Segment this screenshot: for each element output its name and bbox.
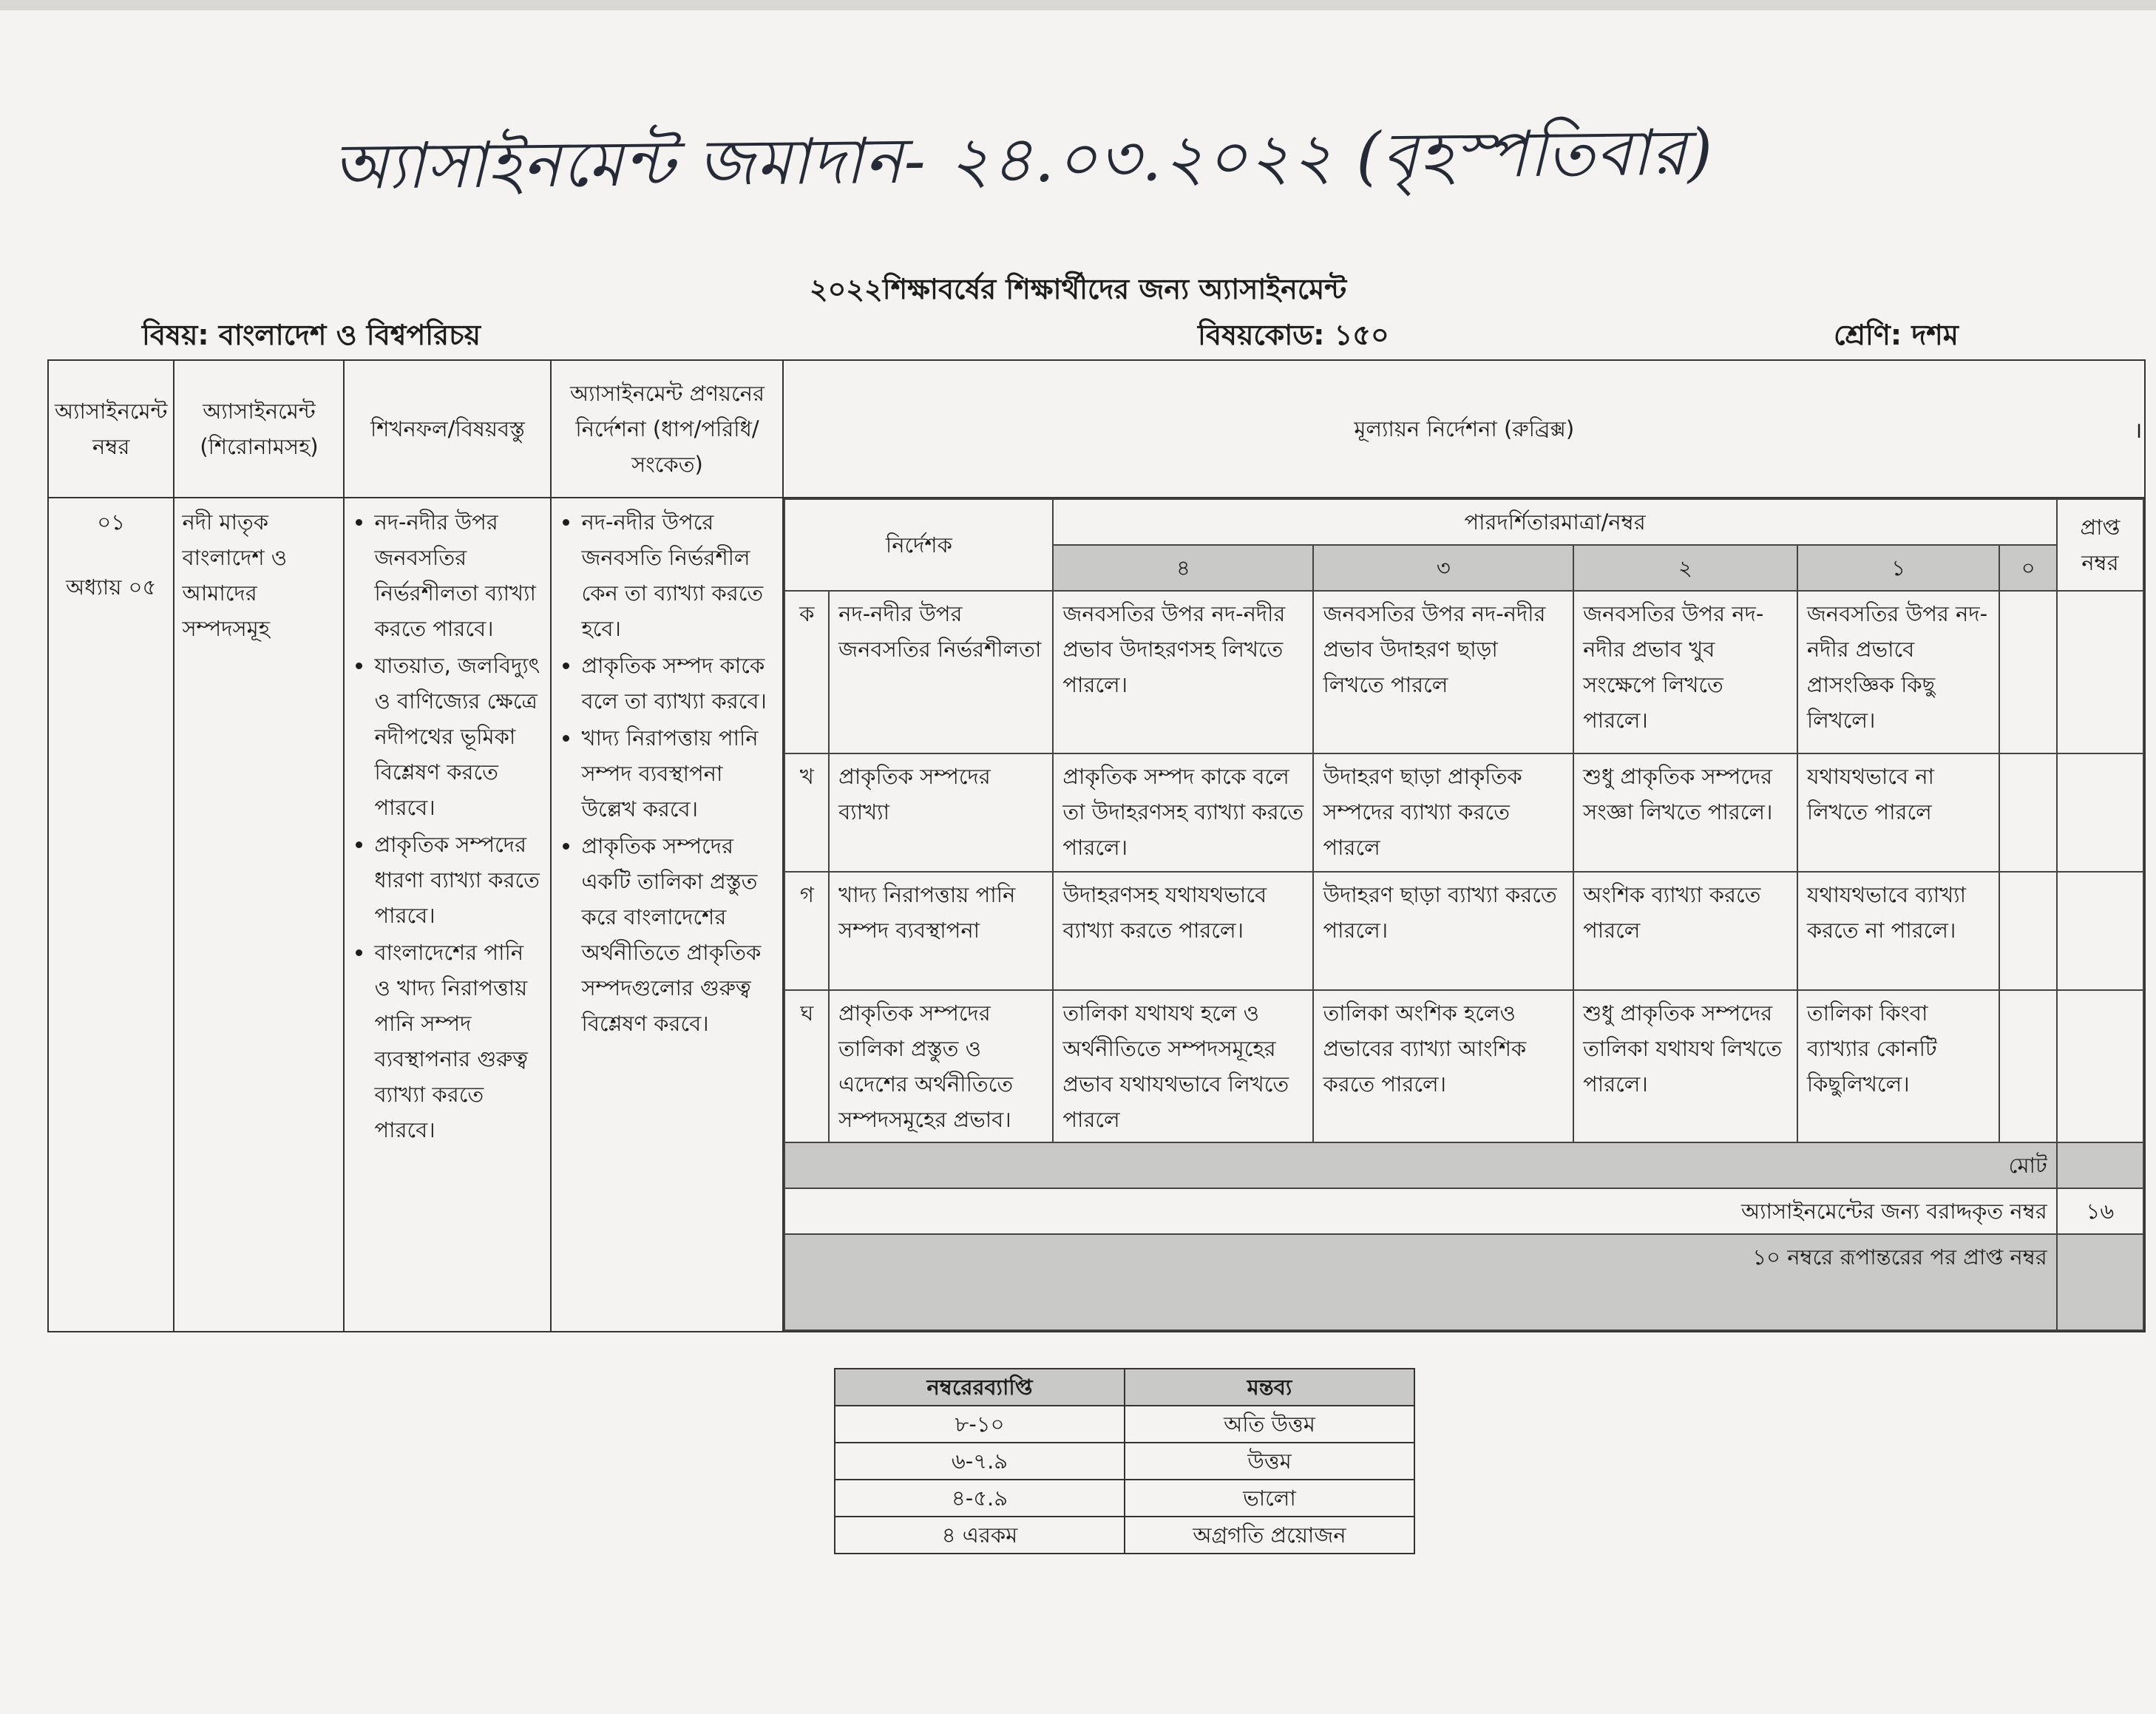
grade-range-header: নম্বরেরব্যাপ্তি — [835, 1369, 1125, 1406]
rubric-obtained — [2057, 872, 2143, 990]
instruction-item: • প্রাকৃতিক সম্পদের একটি তালিকা প্রস্তুত করে বাংলাদেশের অর্থনীতিতে প্রাকৃতিক সম্পদগুলোর গুরুত্ব বিশ্লেষণ করবে। — [581, 828, 775, 1041]
level-3-header: ৩ — [1313, 545, 1573, 591]
header-assignment-no: অ্যাসাইনমেন্ট নম্বর — [48, 360, 174, 498]
rubric-level-4: উদাহরণসহ যথাযথভাবে ব্যাখ্যা করতে পারলে। — [1053, 872, 1313, 990]
edge-mark: । — [2134, 418, 2143, 444]
grade-table-header — [835, 1369, 1414, 1406]
rubric-level-3: তালিকা অংশিক হলেও প্রভাবের ব্যাখ্যা আংশিক করতে পারলে। — [1313, 990, 1573, 1142]
rubric-obtained — [2057, 753, 2143, 872]
rubric-level-1: যথাযথভাবে ব্যাখ্যা করতে না পারলে। — [1797, 872, 2000, 990]
grade-row — [835, 1480, 1414, 1517]
grade-row — [835, 1443, 1414, 1480]
learning-outcome-item: • যাতয়াত, জলবিদ্যুৎ ও বাণিজ্যের ক্ষেত্রে নদীপথের ভূমিকা বিশ্লেষণ করতে পারবে। — [374, 648, 543, 825]
document-title: ২০২২শিক্ষাবর্ষের শিক্ষার্থীদের জন্য অ্যাসাইনমেন্ট — [809, 273, 1347, 305]
grade-range: ৪ এরকম — [835, 1517, 1125, 1554]
rubric-total-value — [2057, 1142, 2143, 1188]
header-assignment-title: অ্যাসাইনমেন্ট (শিরোনামসহ) — [174, 360, 344, 498]
rubric-row — [784, 591, 2143, 753]
rubric-total-row — [784, 1142, 2143, 1188]
rubric-level-2: শুধু প্রাকৃতিক সম্পদের সংজ্ঞা লিখতে পারলে। — [1573, 753, 1797, 872]
grade-comment-header: মন্তব্য — [1125, 1369, 1414, 1406]
rubric-table — [784, 498, 2144, 1331]
scan-top-edge — [0, 0, 2156, 10]
rubric-level-3: উদাহরণ ছাড়া প্রাকৃতিক সম্পদের ব্যাখ্যা করতে পারলে — [1313, 753, 1573, 872]
rubric-row — [784, 872, 2143, 990]
rubric-level-0 — [1999, 872, 2056, 990]
rubric-total-label: মোট — [784, 1142, 2056, 1188]
class-label: শ্রেণি: দশম — [1834, 319, 1959, 351]
rubric-level-2: শুধু প্রাকৃতিক সম্পদের তালিকা যথাযথ লিখতে পারলে। — [1573, 990, 1797, 1142]
instruction-item: • খাদ্য নিরাপত্তায় পানি সম্পদ ব্যবস্থাপনা উল্লেখ করবে। — [581, 720, 775, 827]
rubric-row-letter: খ — [784, 753, 829, 872]
rubric-obtained-header: প্রাপ্ত নম্বর — [2057, 499, 2143, 591]
rubric-row-letter: ঘ — [784, 990, 829, 1142]
grade-range-table — [834, 1368, 1415, 1554]
instruction-item: • নদ-নদীর উপরে জনবসতি নির্ভরশীল কেন তা ব্যাখ্যা করতে হবে। — [581, 504, 775, 646]
chapter-label: অধ্যায় ০৫ — [66, 575, 157, 600]
rubric-row-letter: ক — [784, 591, 829, 753]
grade-range: ৪-৫.৯ — [835, 1480, 1125, 1517]
subject-code-label: বিষয়কোড: ১৫০ — [1198, 319, 1389, 351]
rubric-obtained — [2057, 990, 2143, 1142]
grade-comment: উত্তম — [1125, 1443, 1414, 1480]
rubric-level-0 — [1999, 753, 2056, 872]
learning-outcomes-list — [352, 504, 543, 1148]
assignment-row — [48, 498, 2145, 1332]
grade-comment: ভালো — [1125, 1480, 1414, 1517]
assignment-table-header — [48, 360, 2145, 498]
level-1-header: ১ — [1797, 545, 2000, 591]
rubric-level-3: জনবসতির উপর নদ-নদীর প্রভাব উদাহরণ ছাড়া লিখতে পারলে — [1313, 591, 1573, 753]
learning-outcomes-cell — [344, 498, 551, 1332]
rubric-criterion: প্রাকৃতিক সম্পদের ব্যাখ্যা — [829, 753, 1053, 872]
rubric-header-row — [784, 499, 2143, 545]
allocated-marks-value: ১৬ — [2057, 1188, 2143, 1234]
rubric-level-4: তালিকা যথাযথ হলে ও অর্থনীতিতে সম্পদসমূহের প্রভাব যথাযথভাবে লিখতে পারলে — [1053, 990, 1313, 1142]
header-rubric: মূল্যায়ন নির্দেশনা (রুব্রিক্স) — [783, 360, 2145, 498]
rubric-level-1: জনবসতির উপর নদ-নদীর প্রভাবে প্রাসংজ্ঞিক কিছু লিখলে। — [1797, 591, 2000, 753]
rubric-level-2: জনবসতির উপর নদ-নদীর প্রভাব খুব সংক্ষেপে লিখতে পারলে। — [1573, 591, 1797, 753]
instructions-cell — [551, 498, 783, 1332]
rubric-level-0 — [1999, 591, 2056, 753]
assignment-number: ০১ — [97, 509, 126, 535]
header-learning-outcome: শিখনফল/বিষয়বস্তু — [344, 360, 551, 498]
assignment-table — [47, 359, 2146, 1332]
rubric-level-0 — [1999, 990, 2056, 1142]
rubric-obtained — [2057, 591, 2143, 753]
grade-range: ৮-১০ — [835, 1406, 1125, 1443]
learning-outcome-item: • বাংলাদেশের পানি ও খাদ্য নিরাপত্তায় পানি সম্পদ ব্যবস্থাপনার গুরুত্ব ব্যাখ্যা করতে পারবে। — [374, 935, 543, 1148]
grade-row — [835, 1406, 1414, 1443]
rubric-row — [784, 990, 2143, 1142]
grade-row — [835, 1517, 1414, 1554]
rubric-indicator-header: নির্দেশক — [784, 499, 1053, 591]
instructions-list — [559, 504, 775, 1041]
level-0-header: ০ — [1999, 545, 2056, 591]
rubric-level-3: উদাহরণ ছাড়া ব্যাখ্যা করতে পারলে। — [1313, 872, 1573, 990]
rubric-level-1: তালিকা কিংবা ব্যাখ্যার কোনটি কিছুলিখলে। — [1797, 990, 2000, 1142]
rubric-level-2: অংশিক ব্যাখ্যা করতে পারলে — [1573, 872, 1797, 990]
learning-outcome-item: • নদ-নদীর উপর জনবসতির নির্ভরশীলতা ব্যাখ্যা করতে পারবে। — [374, 504, 543, 646]
learning-outcome-item: • প্রাকৃতিক সম্পদের ধারণা ব্যাখ্যা করতে পারবে। — [374, 827, 543, 933]
rubric-level-1: যথাযথভাবে না লিখতে পারলে — [1797, 753, 2000, 872]
handwritten-submission-note: অ্যাসাইনমেন্ট জমাদান- ২৪.০৩.২০২২ (বৃহস্পতিবার) — [332, 115, 1715, 204]
converted-marks-label: ১০ নম্বরে রূপান্তরের পর প্রাপ্ত নম্বর — [784, 1234, 2056, 1330]
header-instructions: অ্যাসাইনমেন্ট প্রণয়নের নির্দেশনা (ধাপ/পরিধি/সংকেত) — [551, 360, 783, 498]
subject-label: বিষয়: বাংলাদেশ ও বিশ্বপরিচয় — [142, 319, 481, 351]
rubric-row — [784, 753, 2143, 872]
rubric-criterion: প্রাকৃতিক সম্পদের তালিকা প্রস্তুত ও এদেশের অর্থনীতিতে সম্পদসমূহের প্রভাব। — [829, 990, 1053, 1142]
rubric-allocated-row — [784, 1188, 2143, 1234]
grade-comment: অতি উত্তম — [1125, 1406, 1414, 1443]
grade-comment: অগ্রগতি প্রয়োজন — [1125, 1517, 1414, 1554]
level-2-header: ২ — [1573, 545, 1797, 591]
level-4-header: ৪ — [1053, 545, 1313, 591]
rubric-proficiency-header: পারদর্শিতারমাত্রা/নম্বর — [1053, 499, 2056, 545]
rubric-cell — [783, 498, 2145, 1332]
rubric-level-4: প্রাকৃতিক সম্পদ কাকে বলে তা উদাহরণসহ ব্যাখ্যা করতে পারলে। — [1053, 753, 1313, 872]
grade-range: ৬-৭.৯ — [835, 1443, 1125, 1480]
rubric-converted-row — [784, 1234, 2143, 1330]
rubric-criterion: খাদ্য নিরাপত্তায় পানি সম্পদ ব্যবস্থাপনা — [829, 872, 1053, 990]
allocated-marks-label: অ্যাসাইনমেন্টের জন্য বরাদ্দকৃত নম্বর — [784, 1188, 2056, 1234]
assignment-title: নদী মাতৃক বাংলাদেশ ও আমাদের সম্পদসমূহ — [174, 498, 344, 1332]
assignment-number-cell — [48, 498, 174, 1332]
instruction-item: • প্রাকৃতিক সম্পদ কাকে বলে তা ব্যাখ্যা করবে। — [581, 648, 775, 719]
rubric-criterion: নদ-নদীর উপর জনবসতির নির্ভরশীলতা — [829, 591, 1053, 753]
converted-marks-value — [2057, 1234, 2143, 1330]
rubric-level-4: জনবসতির উপর নদ-নদীর প্রভাব উদাহরণসহ লিখতে পারলে। — [1053, 591, 1313, 753]
rubric-row-letter: গ — [784, 872, 829, 990]
